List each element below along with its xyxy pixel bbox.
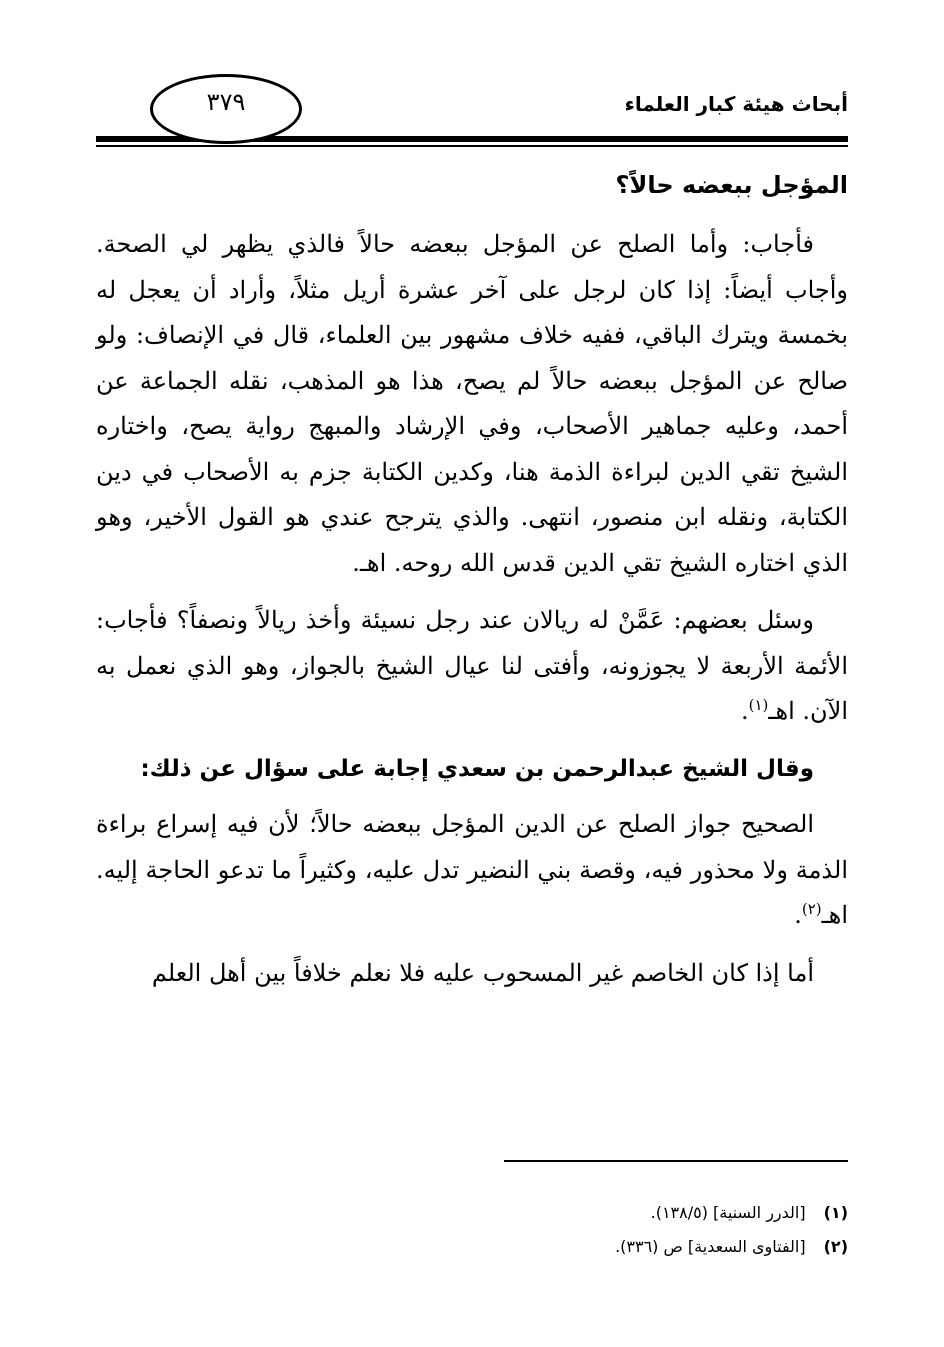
footnote-ref-1: (١) — [748, 696, 769, 714]
footnote-2 — [96, 1230, 848, 1264]
footnote-1 — [96, 1196, 848, 1230]
footnote-number: (٢) — [823, 1237, 848, 1256]
footnote-text: [الدرر السنية] (١٣٨/٥). — [650, 1203, 806, 1222]
paragraph-2 — [96, 598, 848, 735]
footnote-text: [الفتاوى السعدية] ص (٣٣٦). — [615, 1237, 806, 1256]
paragraph-3-end: . — [794, 901, 802, 929]
page-header — [96, 70, 848, 160]
paragraph-1: فأجاب: وأما الصلح عن المؤجل ببعضه حالاً فالذي يظهر لي الصحة. وأجاب أيضاً: إذا كان لرجل على آخر عشرة أريل مثلاً، وأراد أن يعجل له بخمسة ويترك الباقي، ففيه خلاف مشهور بين العلماء، قال في الإنصاف: ولو صالح عن المؤجل ببعضه حالاً لم يصح، هذا هو المذهب، نقله الجماعة عن أحمد، وعليه جماهير الأصحاب، وفي الإرشاد والمبهج رواية يصح، واختاره الشيخ تقي الدين لبراءة الذمة هنا، وكدين الكتابة جزم به الأصحاب في دين الكتابة، ونقله ابن منصور، انتهى. والذي يترجح عندي هو القول الأخير، وهو الذي اختاره الشيخ تقي الدين قدس الله روحه. اهـ. — [96, 230, 848, 577]
paragraph-3-text: الصحيح جواز الصلح عن الدين المؤجل ببعضه حالاً؛ لأن فيه إسراع براءة الذمة ولا محذور فيه، وقصة بني النضير تدل عليه، وكثيراً ما تدعو الحاجة إليه. اهـ — [96, 810, 848, 929]
paragraph-4: أما إذا كان الخاصم غير المسحوب عليه فلا نعلم خلافاً بين أهل العلم — [151, 958, 814, 987]
subheading-saadi: وقال الشيخ عبدالرحمن بن سعدي إجابة على سؤال عن ذلك: — [140, 755, 814, 782]
running-title: أبحاث هيئة كبار العلماء — [624, 92, 848, 116]
body-text — [96, 162, 848, 1008]
page-number: ٣٧٩ — [206, 88, 246, 116]
page-number-oval — [150, 74, 302, 144]
paragraph-3 — [96, 802, 848, 939]
footnote-ref-2: (٢) — [801, 900, 822, 918]
footnote-number: (١) — [823, 1203, 848, 1222]
footnote-separator — [504, 1160, 848, 1162]
heading-continuation: المؤجل ببعضه حالاً؟ — [615, 171, 848, 199]
paragraph-2-text: وسئل بعضهم: عَمَّنْ له ريالان عند رجل نسيئة وأخذ ريالاً ونصفاً؟ فأجاب: الأئمة الأربعة لا يجوزونه، وأفتى لنا عيال الشيخ بالجواز، وهو الذي نعمل به الآن. اهـ — [96, 606, 848, 725]
header-rule-thin — [96, 145, 848, 147]
paragraph-2-end: . — [740, 697, 749, 725]
footnotes — [96, 1196, 848, 1264]
